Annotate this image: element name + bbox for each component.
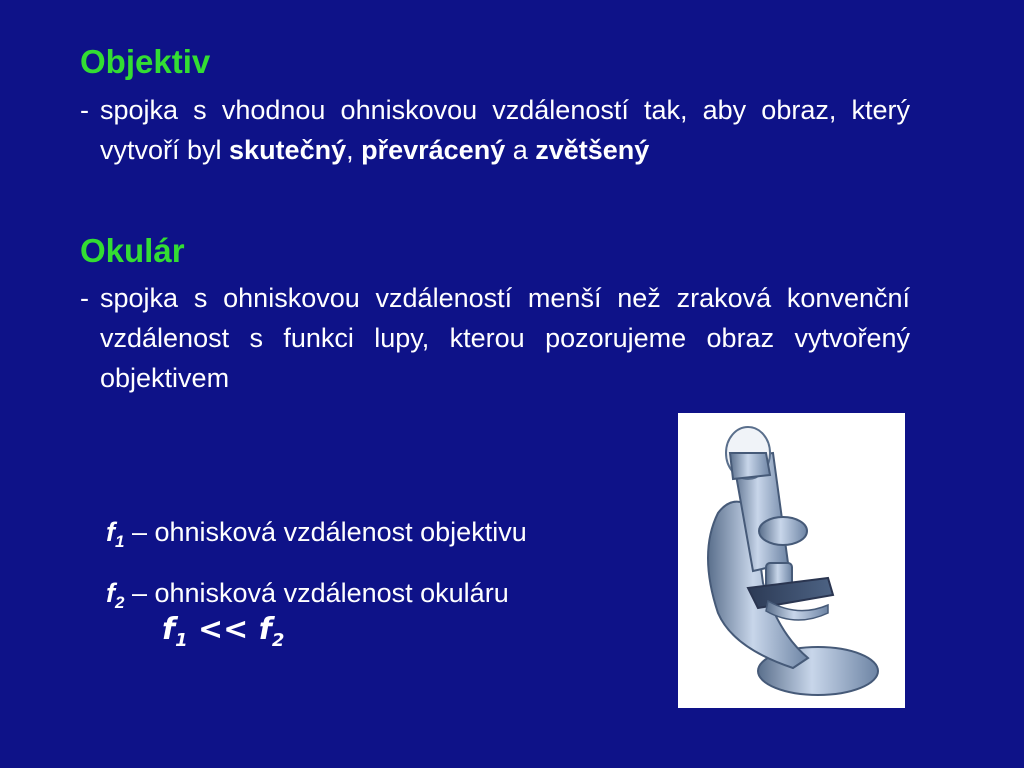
- legend-f2-text: – ohnisková vzdálenost okuláru: [124, 578, 509, 608]
- okular-text: spojka s ohniskovou vzdáleností menší než zraková konvenční vzdálenost s funkci lupy, kterou pozorujeme obraz vytvořený objektivem: [100, 283, 910, 393]
- term-skutecny: skutečný: [229, 135, 347, 165]
- okular-description: [80, 278, 910, 398]
- conjunction: a: [505, 135, 536, 165]
- okular-heading: Okulár: [80, 232, 185, 269]
- separator: ,: [346, 135, 362, 165]
- focal-relation: $f_1 << f_2$: [162, 612, 285, 651]
- microscope-image: [678, 413, 905, 708]
- term-zvetseny: zvětšený: [535, 135, 650, 165]
- microscope-icon: [678, 413, 905, 708]
- objektiv-text-start: spojka s vhodnou ohniskovou vzdáleností tak, aby obraz, který vytvoří byl: [100, 95, 910, 165]
- term-prevraceny: převrácený: [361, 135, 506, 165]
- legend-f1-text: – ohnisková vzdálenost objektivu: [124, 517, 527, 547]
- objektiv-heading: Objektiv: [80, 43, 211, 80]
- objektiv-text: [100, 90, 910, 170]
- symbol-f: $f_1$: [106, 517, 125, 551]
- bullet-dash: -: [80, 95, 89, 125]
- legend-f1: [106, 515, 527, 559]
- bullet-dash: -: [80, 283, 89, 313]
- objektiv-description: [80, 90, 910, 170]
- symbol-f: $f_2$: [106, 578, 125, 612]
